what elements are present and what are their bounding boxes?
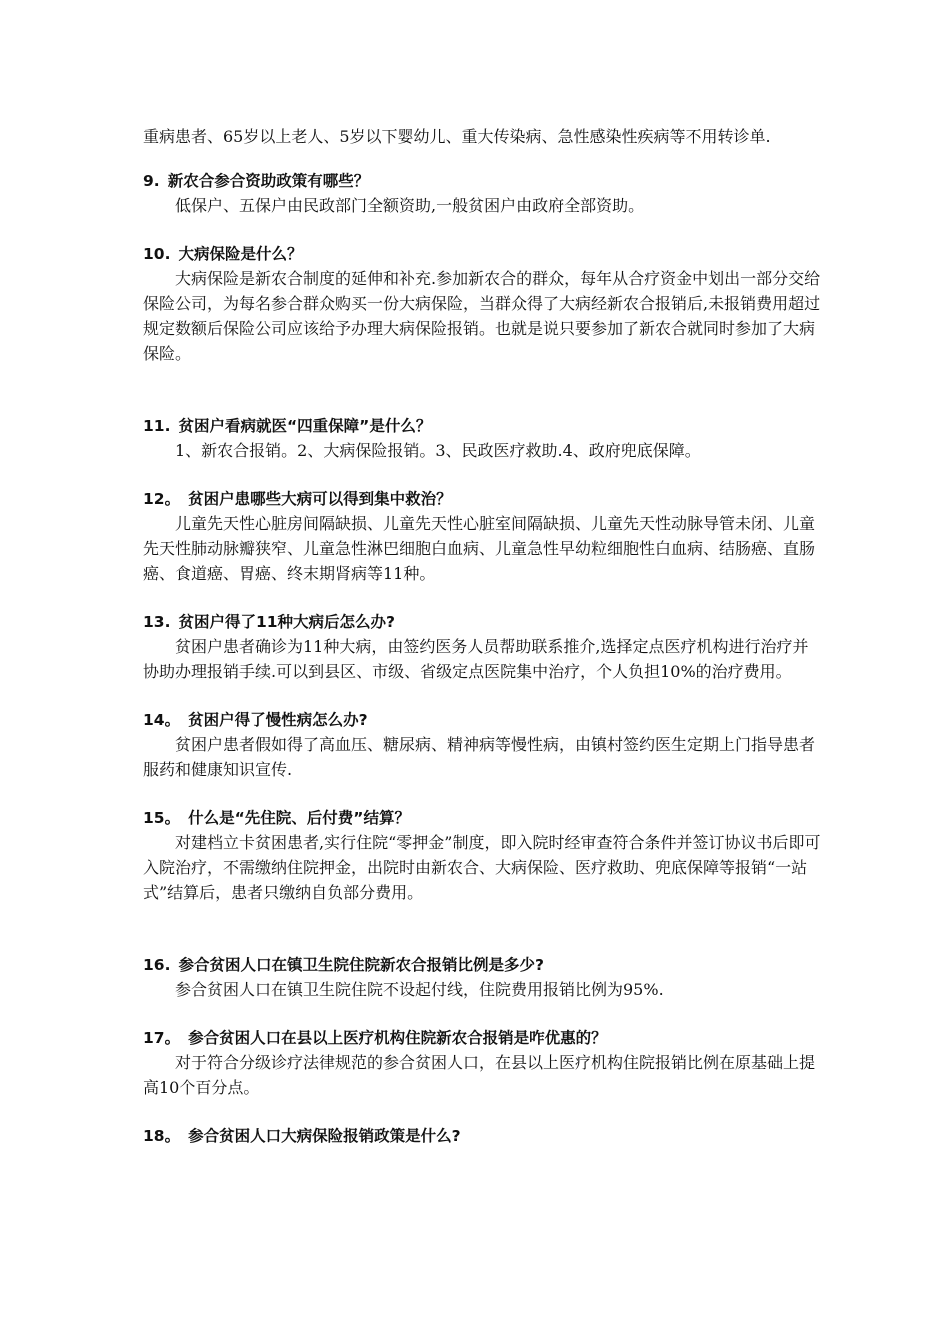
- question-text: 大病保险是什么？: [178, 245, 303, 263]
- qa-item-14: [143, 708, 823, 782]
- answer-text: 贫困户患者假如得了高血压、糖尿病、精神病等慢性病，由镇村签约医生定期上门指导患者服药和健康知识宣传.: [143, 735, 816, 779]
- answer-text: 大病保险是新农合制度的延伸和补充.参加新农合的群众，每年从合疗资金中划出一部分交给保险公司，为每名参合群众购买一份大病保险，当群众得了大病经新农合报销后,未报销费用超过规定数额后保险公司应该给予办理大病保险报销。也就是说只要参加了新农合就同时参加了大病保险。: [143, 269, 821, 363]
- answer-text: 参合贫困人口在镇卫生院住院不设起付线，住院费用报销比例为95%.: [175, 980, 664, 999]
- question-heading: [143, 953, 823, 977]
- question-text: 贫困户患哪些大病可以得到集中救治？: [188, 490, 452, 508]
- question-text: 什么是“先住院、后付费”结算？: [188, 809, 410, 827]
- question-number: 18。: [143, 1127, 181, 1145]
- question-text: 参合贫困人口大病保险报销政策是什么?: [188, 1127, 461, 1145]
- qa-item-11: [143, 414, 823, 463]
- question-heading: [143, 242, 823, 266]
- qa-item-9: [143, 169, 823, 218]
- question-heading: [143, 414, 823, 438]
- question-number: 15。: [143, 809, 181, 827]
- answer-text: 儿童先天性心脏房间隔缺损、儿童先天性心脏室间隔缺损、儿童先天性动脉导管未闭、儿童先天性肺动脉瓣狭窄、儿童急性淋巴细胞白血病、儿童急性早幼粒细胞性白血病、结肠癌、直肠癌、食道癌、胃癌、终末期肾病等11种。: [143, 514, 816, 583]
- qa-item-13: [143, 610, 823, 684]
- question-text: 贫困户得了慢性病怎么办?: [188, 711, 368, 729]
- question-number: 14。: [143, 711, 181, 729]
- answer-text: 对建档立卡贫困患者,实行住院“零押金”制度，即入院时经审查符合条件并签订协议书后即可入院治疗，不需缴纳住院押金，出院时由新农合、大病保险、医疗救助、兜底保障等报销“一站式”结算后，患者只缴纳自负部分费用。: [143, 833, 821, 902]
- question-text: 贫困户得了11种大病后怎么办?: [178, 613, 396, 631]
- qa-item-12: [143, 487, 823, 586]
- question-heading: [143, 1026, 823, 1050]
- answer-text: 对于符合分级诊疗法律规范的参合贫困人口，在县以上医疗机构住院报销比例在原基础上提高10个百分点。: [143, 1053, 816, 1097]
- qa-item-16: [143, 953, 823, 1002]
- question-text: 贫困户看病就医“四重保障”是什么？: [178, 417, 432, 435]
- question-number: 12。: [143, 490, 181, 508]
- question-text: 参合贫困人口在县以上医疗机构住院新农合报销是咋优惠的？: [188, 1029, 607, 1047]
- question-number: 11.: [143, 417, 171, 435]
- answer-text: 贫困户患者确诊为11种大病，由签约医务人员帮助联系推介,选择定点医疗机构进行治疗并协助办理报销手续.可以到县区、市级、省级定点医院集中治疗，个人负担10%的治疗费用。: [143, 637, 809, 681]
- question-number: 9.: [143, 172, 160, 190]
- qa-item-18: [143, 1124, 823, 1148]
- answer-text: 1、新农合报销。2、大病保险报销。3、民政医疗救助.4、政府兜底保障。: [175, 441, 701, 460]
- intro-paragraph: 重病患者、65岁以上老人、5岁以下婴幼儿、重大传染病、急性感染性疾病等不用转诊单.: [143, 127, 771, 146]
- question-text: 新农合参合资助政策有哪些？: [167, 172, 370, 190]
- question-number: 13.: [143, 613, 171, 631]
- answer-text: 低保户、五保户由民政部门全额资助,一般贫困户由政府全部资助。: [175, 196, 645, 215]
- question-heading: [143, 708, 823, 732]
- qa-item-15: [143, 806, 823, 905]
- question-number: 16.: [143, 956, 171, 974]
- question-heading: [143, 806, 823, 830]
- question-heading: [143, 1124, 823, 1148]
- question-heading: [143, 610, 823, 634]
- question-heading: [143, 487, 823, 511]
- question-heading: [143, 169, 823, 193]
- qa-item-17: [143, 1026, 823, 1100]
- question-number: 17。: [143, 1029, 181, 1047]
- question-number: 10.: [143, 245, 171, 263]
- document-content: [143, 124, 823, 1172]
- qa-item-10: [143, 242, 823, 366]
- question-text: 参合贫困人口在镇卫生院住院新农合报销比例是多少?: [178, 956, 544, 974]
